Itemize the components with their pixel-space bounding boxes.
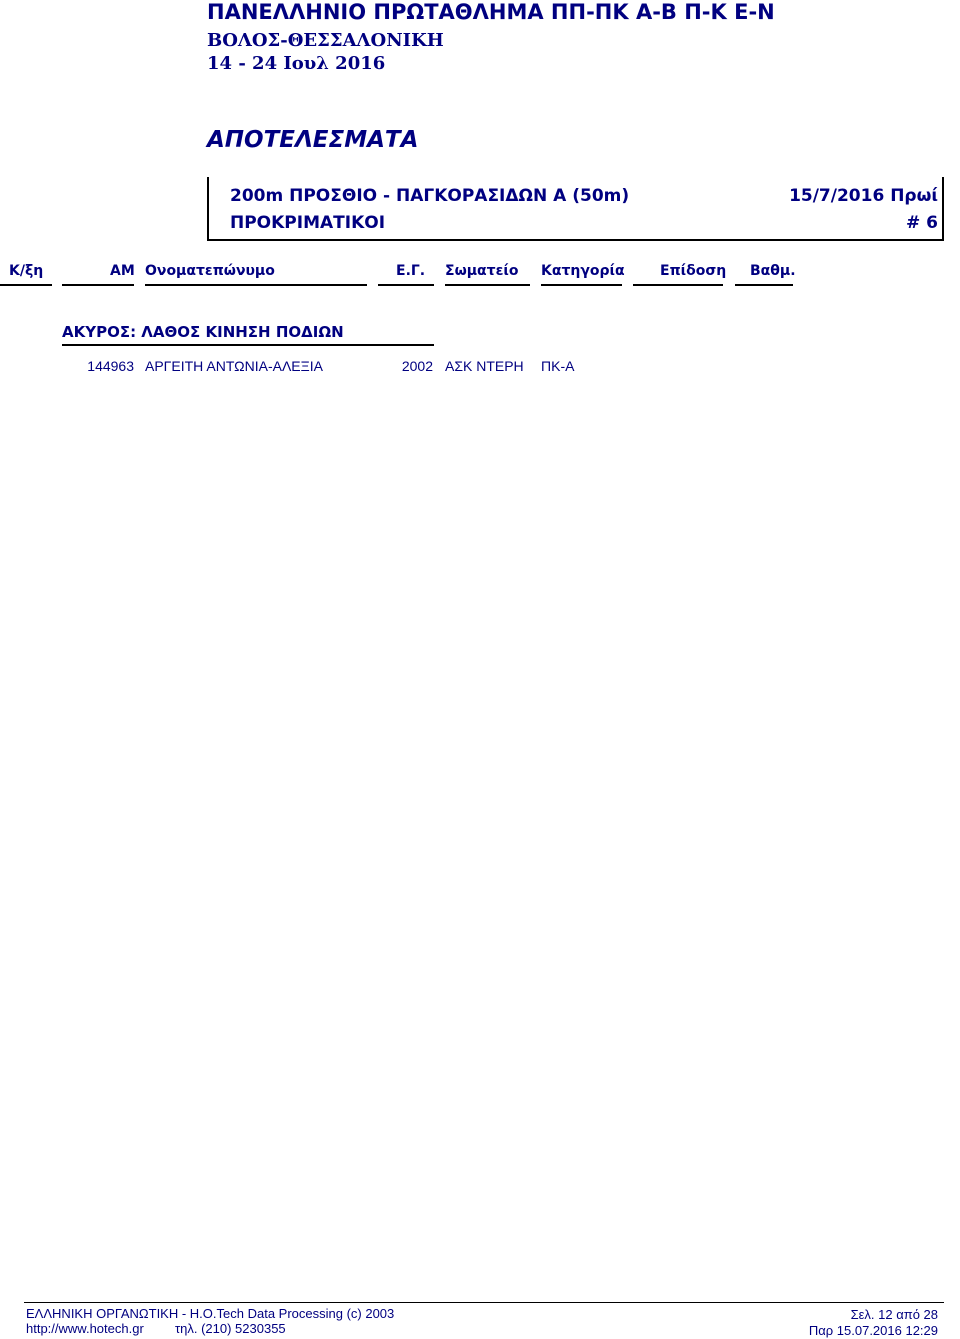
footer-rule bbox=[24, 1302, 944, 1303]
footer-url[interactable]: http://www.hotech.gr bbox=[26, 1321, 144, 1336]
event-date-session: 15/7/2016 Πρωί bbox=[789, 186, 938, 206]
footer-page: Σελ. 12 από 28 bbox=[850, 1307, 938, 1322]
col-points: Βαθμ. bbox=[750, 263, 796, 279]
col-am-underline bbox=[62, 284, 134, 286]
event-name: 200m ΠΡΟΣΘΙΟ - ΠΑΓΚΟΡΑΣΙΔΩΝ Α (50m) bbox=[230, 186, 630, 206]
footer-phone: τηλ. (210) 5230355 bbox=[175, 1321, 286, 1336]
col-birth-year: Ε.Γ. bbox=[396, 263, 426, 279]
row-am: 144963 bbox=[87, 358, 134, 374]
row-category: ΠΚ-Α bbox=[541, 358, 575, 374]
col-performance-underline bbox=[633, 284, 723, 286]
col-points-underline bbox=[735, 284, 793, 286]
col-performance: Επίδοση bbox=[660, 263, 727, 279]
row-club: ΑΣΚ ΝΤΕΡΗ bbox=[445, 358, 524, 374]
col-birth-year-underline bbox=[378, 284, 434, 286]
col-club: Σωματείο bbox=[445, 263, 519, 279]
footer-org: ΕΛΛΗΝΙΚΗ ΟΡΓΑΝΩΤΙΚΗ - Η.Ο.Tech Data Processing (c) 2003 bbox=[26, 1306, 395, 1321]
col-name-underline bbox=[145, 284, 367, 286]
col-am: ΑΜ bbox=[110, 263, 135, 279]
venue: ΒΟΛΟΣ-ΘΕΣΣΑΛΟΝΙΚΗ bbox=[207, 30, 444, 51]
results-title: ΑΠΟΤΕΛΕΣΜΑΤΑ bbox=[207, 127, 419, 153]
col-rank: Κ/ξη bbox=[9, 263, 44, 279]
col-category: Κατηγορία bbox=[541, 263, 625, 279]
col-club-underline bbox=[445, 284, 530, 286]
row-name: ΑΡΓΕΙΤΗ ΑΝΤΩΝΙΑ-ΑΛΕΞΙΑ bbox=[145, 358, 323, 374]
event-number: # 6 bbox=[906, 213, 938, 233]
table-row bbox=[0, 358, 960, 378]
col-category-underline bbox=[541, 284, 622, 286]
event-round: ΠΡΟΚΡΙΜΑΤΙΚΟΙ bbox=[230, 213, 386, 233]
col-rank-underline bbox=[0, 284, 52, 286]
event-dates: 14 - 24 Ιουλ 2016 bbox=[207, 53, 386, 74]
col-name: Ονοματεπώνυμο bbox=[145, 263, 275, 279]
row-birth-year: 2002 bbox=[401, 358, 433, 374]
footer-printed: Παρ 15.07.2016 12:29 bbox=[808, 1323, 938, 1338]
championship-title: ΠΑΝΕΛΛΗΝΙΟ ΠΡΩΤΑΘΛΗΜΑ ΠΠ-ΠΚ Α-Β Π-Κ Ε-Ν bbox=[207, 0, 775, 24]
section-underline bbox=[62, 344, 434, 346]
section-title: ΑΚΥΡΟΣ: ΛΑΘΟΣ ΚΙΝΗΣΗ ΠΟΔΙΩΝ bbox=[62, 323, 344, 341]
